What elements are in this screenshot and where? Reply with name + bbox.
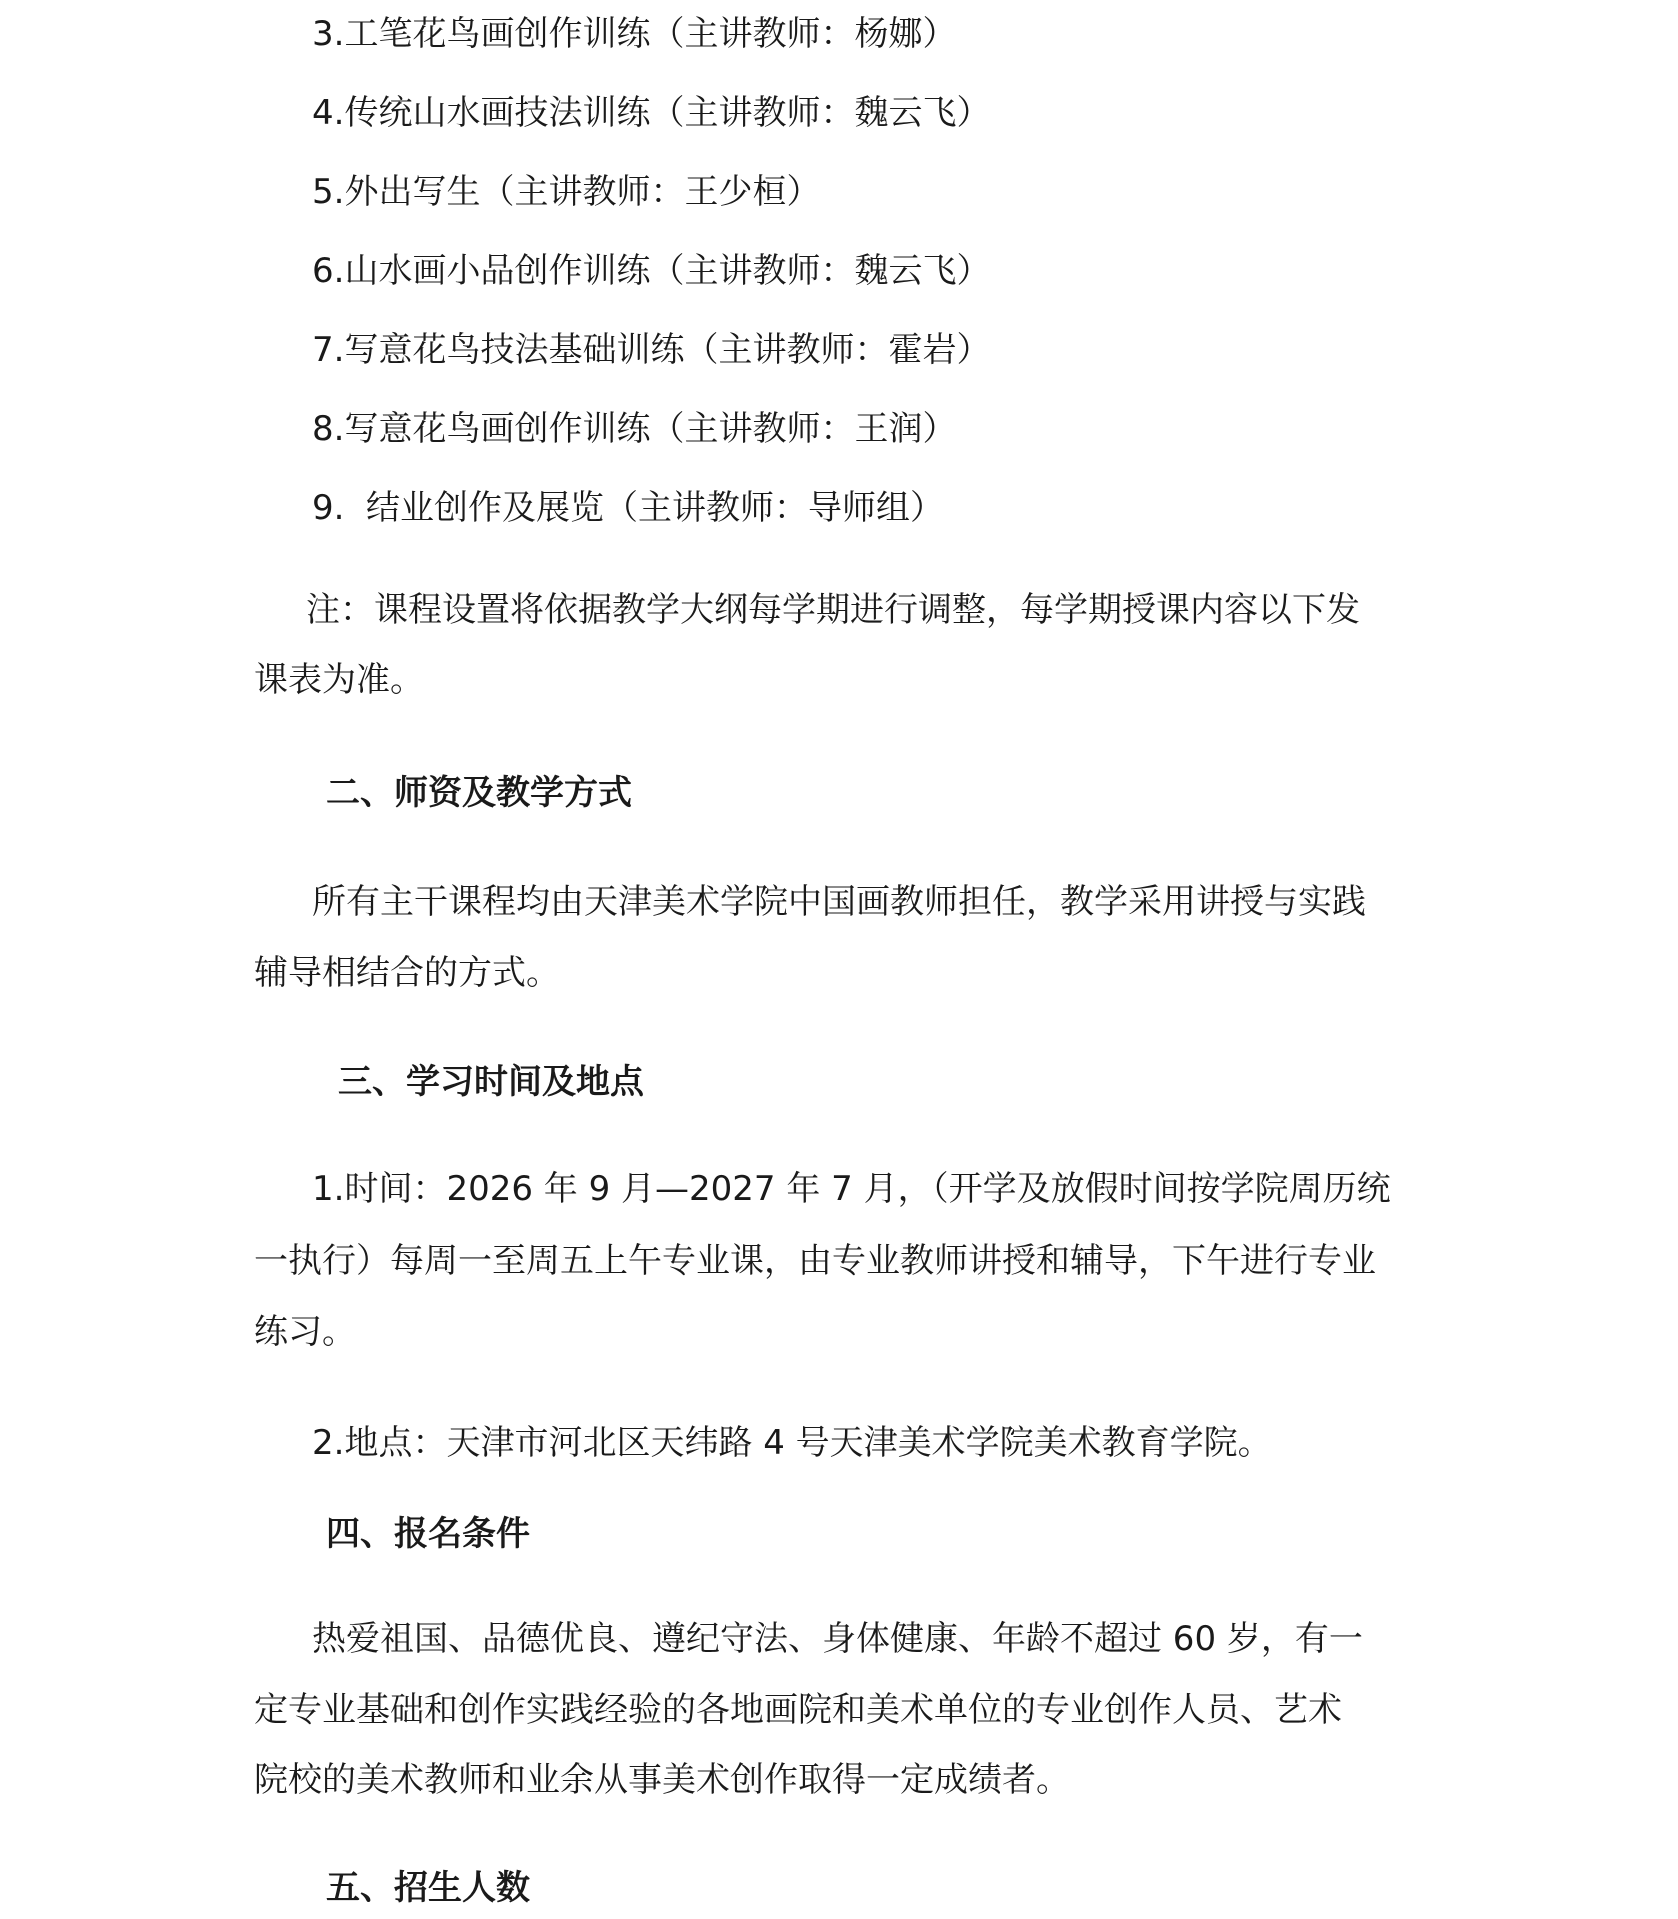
section-heading-requirements: 四、报名条件 [326,1514,530,1554]
time-paragraph-line-3: 练习。 [254,1312,356,1352]
course-note-line-1: 注：课程设置将依据教学大纲每学期进行调整，每学期授课内容以下发 [306,590,1360,630]
course-item-6: 6.山水画小品创作训练（主讲教师：魏云飞） [312,251,991,291]
time-paragraph-line-1: 1.时间：2026 年 9 月—2027 年 7 月，（开学及放假时间按学院周历统 [312,1169,1391,1209]
requirements-paragraph-line-2: 定专业基础和创作实践经验的各地画院和美术单位的专业创作人员、艺术 [254,1690,1342,1730]
section-heading-enrollment: 五、招生人数 [326,1868,530,1908]
requirements-paragraph-line-1: 热爱祖国、品德优良、遵纪守法、身体健康、年龄不超过 60 岁，有一 [312,1619,1363,1659]
section-heading-faculty: 二、师资及教学方式 [326,773,632,813]
course-item-7: 7.写意花鸟技法基础训练（主讲教师：霍岩） [312,330,991,370]
section-heading-time-place: 三、学习时间及地点 [338,1062,644,1102]
requirements-paragraph-line-3: 院校的美术教师和业余从事美术创作取得一定成绩者。 [254,1760,1070,1800]
course-note-line-2: 课表为准。 [254,660,424,700]
place-paragraph: 2.地点：天津市河北区天纬路 4 号天津美术学院美术教育学院。 [312,1423,1272,1463]
faculty-paragraph-line-2: 辅导相结合的方式。 [254,953,560,993]
course-item-9: 9. 结业创作及展览（主讲教师：导师组） [312,488,945,528]
time-paragraph-line-2: 一执行）每周一至周五上午专业课，由专业教师讲授和辅导，下午进行专业 [254,1241,1376,1281]
course-item-4: 4.传统山水画技法训练（主讲教师：魏云飞） [312,93,991,133]
course-item-3: 3.工笔花鸟画创作训练（主讲教师：杨娜） [312,14,957,54]
course-item-5: 5.外出写生（主讲教师：王少桓） [312,172,821,212]
faculty-paragraph-line-1: 所有主干课程均由天津美术学院中国画教师担任，教学采用讲授与实践 [312,882,1366,922]
course-item-8: 8.写意花鸟画创作训练（主讲教师：王润） [312,409,957,449]
